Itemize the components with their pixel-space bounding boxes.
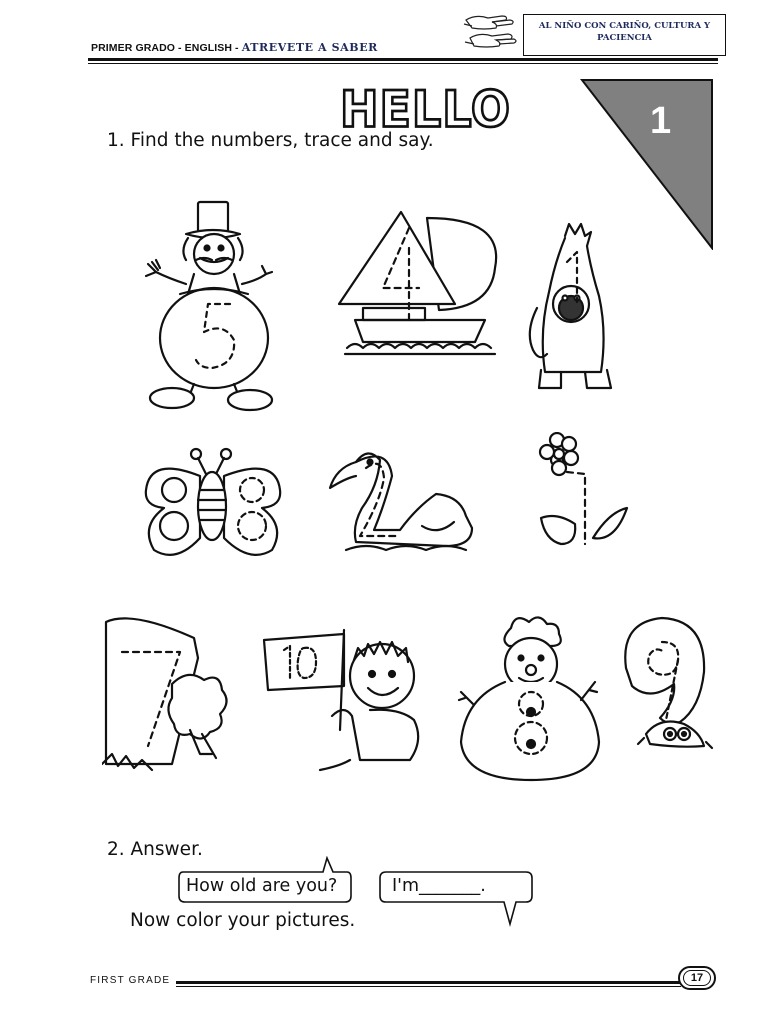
footer-rule — [176, 981, 681, 984]
footer-rule-thin — [176, 986, 681, 987]
grade-label-text: PRIMER GRADO - ENGLISH - — [91, 42, 239, 54]
butterfly-number-8-picture — [140, 446, 286, 566]
flower-number-1-picture — [537, 432, 633, 552]
clown-number-5-picture — [138, 198, 274, 414]
exercise1-instruction: 1. Find the numbers, trace and say. — [107, 130, 434, 151]
answer-bubble-text: I'm_______. — [392, 876, 486, 896]
question-bubble-text: How old are you? — [186, 876, 338, 896]
motto-box-line1: AL NIÑO CON CARIÑO, CULTURA Y — [538, 21, 711, 31]
sailboat-number-4-picture — [335, 208, 505, 362]
unit-number: 1 — [650, 100, 672, 142]
header-rule — [88, 58, 718, 61]
page-number: 17 — [683, 970, 711, 986]
snail-number-9-picture — [620, 612, 716, 762]
swan-number-2-picture — [326, 446, 476, 564]
hands-logo-icon — [462, 12, 520, 56]
exercise2-instruction: 2. Answer. — [107, 839, 203, 860]
header-grade-label — [91, 41, 378, 54]
monkey-number-1-picture — [525, 222, 625, 394]
header-rule-thin — [88, 63, 718, 64]
page-number-badge — [678, 966, 716, 990]
footer-grade-label: FIRST GRADE — [90, 975, 171, 986]
motto-box-line2: PACIENCIA — [597, 33, 652, 43]
motto-box — [523, 14, 726, 56]
header-motto: ATREVETE A SABER — [241, 41, 378, 54]
snowman-number-8-picture — [455, 612, 605, 784]
boy-flag-number-10-picture — [260, 620, 430, 780]
color-instruction: Now color your pictures. — [130, 910, 356, 931]
tree-number-7-picture — [102, 614, 242, 774]
page-title: HELLO — [340, 80, 512, 139]
